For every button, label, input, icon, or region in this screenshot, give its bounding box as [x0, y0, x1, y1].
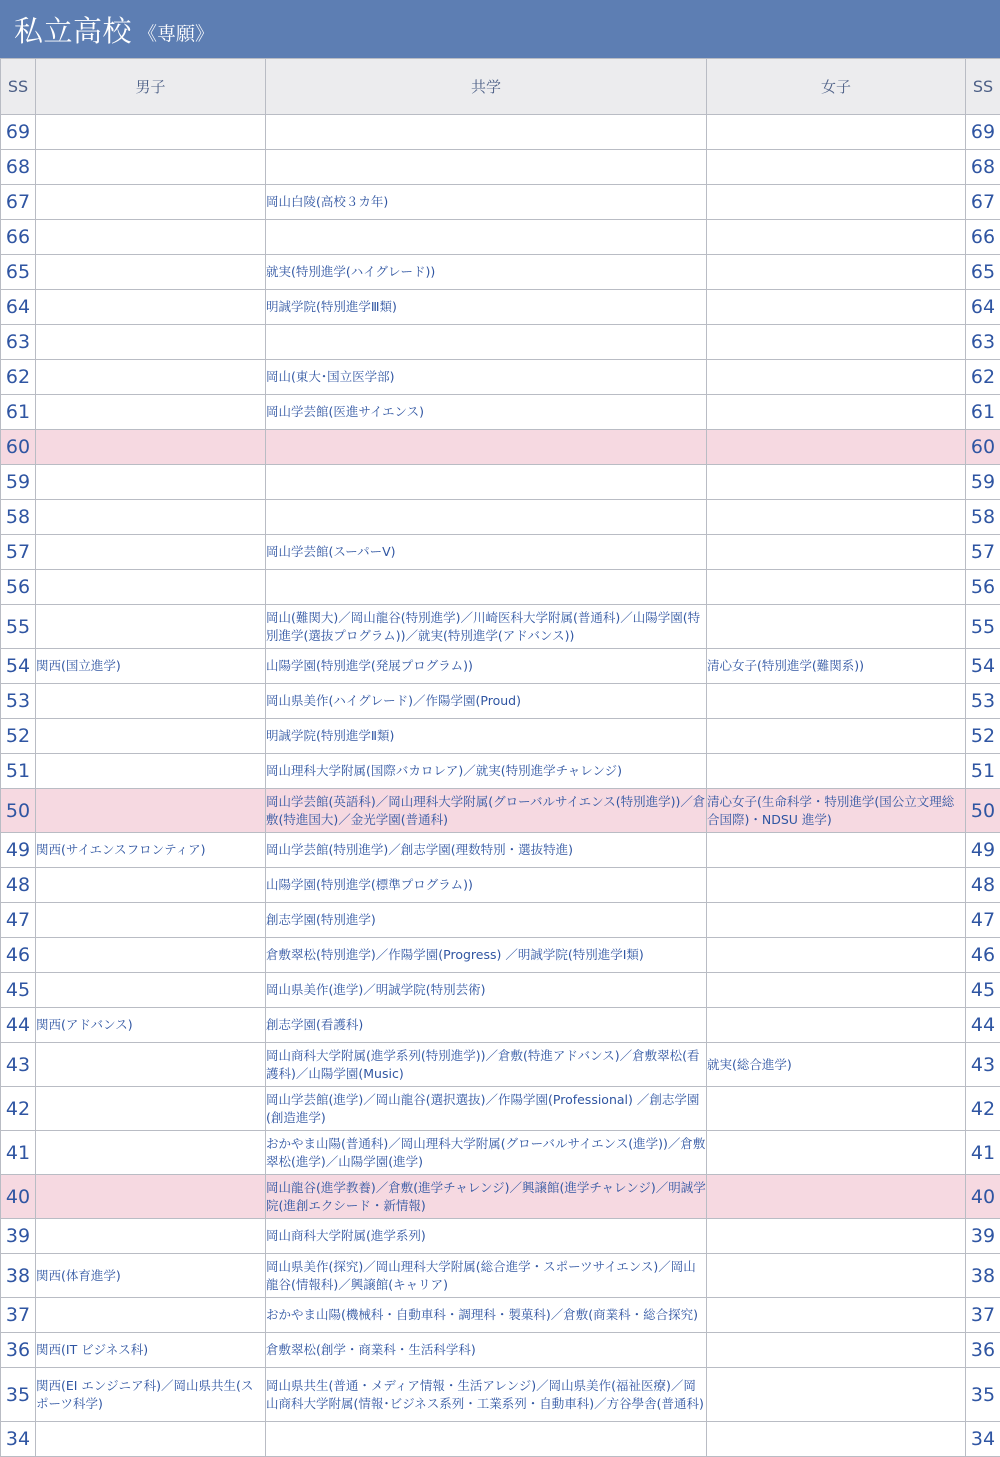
- coed-cell: 明誠学院(特別進学Ⅱ類): [266, 719, 707, 754]
- ss-right-cell: 55: [966, 605, 1000, 649]
- coed-cell: 岡山学芸館(進学)／岡山龍谷(選択選抜)／作陽学園(Professional) ／創志学園(創造進学): [266, 1087, 707, 1131]
- ss-left-cell: 37: [1, 1298, 36, 1333]
- ss-left-cell: 66: [1, 220, 36, 255]
- coed-cell: 岡山県美作(探究)／岡山理科大学附属(総合進学・スポーツサイエンス)／岡山龍谷(情報科)／興譲館(キャリア): [266, 1254, 707, 1298]
- boys-cell: [36, 360, 266, 395]
- ss-left-cell: 50: [1, 789, 36, 833]
- ss-left-cell: 35: [1, 1368, 36, 1422]
- ss-left-cell: 51: [1, 754, 36, 789]
- coed-cell: 岡山商科大学附属(進学系列(特別進学))／倉敷(特進アドバンス)／倉敷翠松(看護科)／山陽学園(Music): [266, 1043, 707, 1087]
- girls-cell: [707, 1422, 966, 1457]
- girls-cell: [707, 903, 966, 938]
- coed-cell: おかやま山陽(普通科)／岡山理科大学附属(グローバルサイエンス(進学))／倉敷翠松(進学)／山陽学園(進学): [266, 1131, 707, 1175]
- table-row: [1, 719, 1000, 754]
- boys-cell: [36, 1298, 266, 1333]
- table-row: [1, 1008, 1000, 1043]
- table-row: [1, 570, 1000, 605]
- coed-cell: 岡山商科大学附属(進学系列): [266, 1219, 707, 1254]
- boys-cell: 関西(国立進学): [36, 649, 266, 684]
- girls-cell: [707, 395, 966, 430]
- coed-cell: [266, 150, 707, 185]
- ss-right-cell: 35: [966, 1368, 1000, 1422]
- ss-right-cell: 60: [966, 430, 1000, 465]
- boys-cell: [36, 465, 266, 500]
- ss-right-cell: 44: [966, 1008, 1000, 1043]
- coed-cell: 岡山県共生(普通・メディア情報・生活アレンジ)／岡山県美作(福祉医療)／岡山商科大学附属(情報･ビジネス系列・工業系列・自動車科)／方谷學舎(普通科): [266, 1368, 707, 1422]
- ss-right-cell: 57: [966, 535, 1000, 570]
- boys-cell: [36, 220, 266, 255]
- ss-left-cell: 36: [1, 1333, 36, 1368]
- ss-right-cell: 48: [966, 868, 1000, 903]
- table-row: [1, 868, 1000, 903]
- boys-cell: [36, 1219, 266, 1254]
- girls-cell: [707, 754, 966, 789]
- table-row: [1, 220, 1000, 255]
- girls-cell: [707, 1254, 966, 1298]
- ss-right-cell: 37: [966, 1298, 1000, 1333]
- girls-cell: [707, 1087, 966, 1131]
- table-row: [1, 789, 1000, 833]
- table-row: [1, 1254, 1000, 1298]
- ss-left-cell: 41: [1, 1131, 36, 1175]
- girls-cell: [707, 1219, 966, 1254]
- coed-cell: [266, 115, 707, 150]
- ss-left-cell: 64: [1, 290, 36, 325]
- column-header-coed: 共学: [266, 59, 707, 115]
- coed-cell: 岡山龍谷(進学教養)／倉敷(進学チャレンジ)／興譲館(進学チャレンジ)／明誠学院(進創エクシード・新情報): [266, 1175, 707, 1219]
- ss-right-cell: 50: [966, 789, 1000, 833]
- table-row: [1, 1219, 1000, 1254]
- header-row: [1, 59, 1000, 115]
- ss-left-cell: 63: [1, 325, 36, 360]
- table-row: [1, 649, 1000, 684]
- table-row: [1, 115, 1000, 150]
- coed-cell: 倉敷翠松(創学・商業科・生活科学科): [266, 1333, 707, 1368]
- ss-left-cell: 57: [1, 535, 36, 570]
- coed-cell: おかやま山陽(機械科・自動車科・調理科・製菓科)／倉敷(商業科・総合探究): [266, 1298, 707, 1333]
- table-row: [1, 185, 1000, 220]
- boys-cell: [36, 255, 266, 290]
- table-row: [1, 754, 1000, 789]
- ss-right-cell: 65: [966, 255, 1000, 290]
- ss-right-cell: 56: [966, 570, 1000, 605]
- coed-cell: 岡山白陵(高校３カ年): [266, 185, 707, 220]
- ss-right-cell: 47: [966, 903, 1000, 938]
- ss-right-cell: 51: [966, 754, 1000, 789]
- girls-cell: [707, 570, 966, 605]
- coed-cell: [266, 430, 707, 465]
- table-row: [1, 605, 1000, 649]
- page-subtitle: 《専願》: [138, 22, 215, 45]
- coed-cell: 就実(特別進学(ハイグレード)): [266, 255, 707, 290]
- girls-cell: [707, 973, 966, 1008]
- girls-cell: [707, 833, 966, 868]
- boys-cell: [36, 605, 266, 649]
- ss-right-cell: 36: [966, 1333, 1000, 1368]
- ss-left-cell: 62: [1, 360, 36, 395]
- ss-left-cell: 60: [1, 430, 36, 465]
- girls-cell: [707, 1298, 966, 1333]
- ss-left-cell: 55: [1, 605, 36, 649]
- table-row: [1, 1298, 1000, 1333]
- boys-cell: [36, 395, 266, 430]
- ss-left-cell: 43: [1, 1043, 36, 1087]
- coed-cell: [266, 220, 707, 255]
- girls-cell: [707, 719, 966, 754]
- girls-cell: [707, 255, 966, 290]
- coed-cell: 岡山(難関大)／岡山龍谷(特別進学)／川崎医科大学附属(普通科)／山陽学園(特別進学(選抜プログラム))／就実(特別進学(アドバンス)): [266, 605, 707, 649]
- girls-cell: [707, 868, 966, 903]
- boys-cell: [36, 1087, 266, 1131]
- ss-right-cell: 41: [966, 1131, 1000, 1175]
- column-header-ss-right: SS: [966, 59, 1000, 115]
- girls-cell: [707, 1333, 966, 1368]
- boys-cell: [36, 903, 266, 938]
- ss-right-cell: 43: [966, 1043, 1000, 1087]
- coed-cell: 岡山学芸館(英語科)／岡山理科大学附属(グローバルサイエンス(特別進学))／倉敷(特進国大)／金光学園(普通科): [266, 789, 707, 833]
- ss-right-cell: 39: [966, 1219, 1000, 1254]
- column-header-girls: 女子: [707, 59, 966, 115]
- ss-left-cell: 67: [1, 185, 36, 220]
- ss-left-cell: 53: [1, 684, 36, 719]
- coed-cell: 岡山(東大･国立医学部): [266, 360, 707, 395]
- boys-cell: [36, 570, 266, 605]
- girls-cell: [707, 1008, 966, 1043]
- boys-cell: 関西(サイエンスフロンティア): [36, 833, 266, 868]
- table-row: [1, 684, 1000, 719]
- ss-right-cell: 62: [966, 360, 1000, 395]
- ss-left-cell: 59: [1, 465, 36, 500]
- boys-cell: [36, 500, 266, 535]
- coed-cell: 山陽学園(特別進学(標準プログラム)): [266, 868, 707, 903]
- girls-cell: [707, 1368, 966, 1422]
- coed-cell: 岡山県美作(ハイグレード)／作陽学園(Proud): [266, 684, 707, 719]
- ss-right-cell: 58: [966, 500, 1000, 535]
- coed-cell: [266, 570, 707, 605]
- table-row: [1, 500, 1000, 535]
- boys-cell: [36, 754, 266, 789]
- table-row: [1, 360, 1000, 395]
- table-row: [1, 430, 1000, 465]
- girls-cell: [707, 605, 966, 649]
- ss-right-cell: 64: [966, 290, 1000, 325]
- girls-cell: [707, 430, 966, 465]
- ss-left-cell: 65: [1, 255, 36, 290]
- girls-cell: [707, 500, 966, 535]
- girls-cell: [707, 360, 966, 395]
- ss-left-cell: 40: [1, 1175, 36, 1219]
- ss-left-cell: 54: [1, 649, 36, 684]
- ss-left-cell: 47: [1, 903, 36, 938]
- boys-cell: 関西(IT ビジネス科): [36, 1333, 266, 1368]
- ss-left-cell: 46: [1, 938, 36, 973]
- column-header-ss-left: SS: [1, 59, 36, 115]
- table-row: [1, 325, 1000, 360]
- ss-right-cell: 59: [966, 465, 1000, 500]
- ss-left-cell: 45: [1, 973, 36, 1008]
- girls-cell: [707, 150, 966, 185]
- ss-left-cell: 34: [1, 1422, 36, 1457]
- table-row: [1, 1175, 1000, 1219]
- boys-cell: 関西(EI エンジニア科)／岡山県共生(スポーツ科学): [36, 1368, 266, 1422]
- boys-cell: [36, 115, 266, 150]
- ss-right-cell: 42: [966, 1087, 1000, 1131]
- coed-cell: 岡山学芸館(特別進学)／創志学園(理数特別・選抜特進): [266, 833, 707, 868]
- ss-right-cell: 34: [966, 1422, 1000, 1457]
- boys-cell: [36, 1175, 266, 1219]
- table-row: [1, 973, 1000, 1008]
- table-body: [1, 115, 1000, 1457]
- boys-cell: [36, 290, 266, 325]
- column-header-boys: 男子: [36, 59, 266, 115]
- ss-right-cell: 54: [966, 649, 1000, 684]
- girls-cell: [707, 465, 966, 500]
- boys-cell: [36, 535, 266, 570]
- ss-left-cell: 52: [1, 719, 36, 754]
- girls-cell: [707, 1131, 966, 1175]
- boys-cell: [36, 1043, 266, 1087]
- ss-right-cell: 61: [966, 395, 1000, 430]
- ss-right-cell: 46: [966, 938, 1000, 973]
- table-row: [1, 1043, 1000, 1087]
- coed-cell: 岡山学芸館(スーパーⅤ): [266, 535, 707, 570]
- girls-cell: [707, 684, 966, 719]
- ss-right-cell: 45: [966, 973, 1000, 1008]
- ss-right-cell: 49: [966, 833, 1000, 868]
- coed-cell: [266, 500, 707, 535]
- girls-cell: [707, 290, 966, 325]
- ss-left-cell: 69: [1, 115, 36, 150]
- boys-cell: [36, 868, 266, 903]
- table-row: [1, 150, 1000, 185]
- table-row: [1, 833, 1000, 868]
- coed-cell: 倉敷翠松(特別進学)／作陽学園(Progress) ／明誠学院(特別進学Ⅰ類): [266, 938, 707, 973]
- girls-cell: [707, 220, 966, 255]
- ss-right-cell: 40: [966, 1175, 1000, 1219]
- boys-cell: [36, 1131, 266, 1175]
- table-row: [1, 255, 1000, 290]
- boys-cell: [36, 150, 266, 185]
- coed-cell: 創志学園(看護科): [266, 1008, 707, 1043]
- boys-cell: [36, 1422, 266, 1457]
- girls-cell: [707, 535, 966, 570]
- ss-right-cell: 69: [966, 115, 1000, 150]
- table-row: [1, 1422, 1000, 1457]
- table-row: [1, 938, 1000, 973]
- girls-cell: 清心女子(生命科学・特別進学(国公立文理総合国際)・NDSU 進学): [707, 789, 966, 833]
- girls-cell: [707, 938, 966, 973]
- boys-cell: [36, 938, 266, 973]
- ss-right-cell: 68: [966, 150, 1000, 185]
- coed-cell: 山陽学園(特別進学(発展プログラム)): [266, 649, 707, 684]
- boys-cell: 関西(体育進学): [36, 1254, 266, 1298]
- coed-cell: [266, 325, 707, 360]
- coed-cell: 岡山学芸館(医進サイエンス): [266, 395, 707, 430]
- ss-left-cell: 56: [1, 570, 36, 605]
- ss-left-cell: 49: [1, 833, 36, 868]
- ss-right-cell: 63: [966, 325, 1000, 360]
- ss-left-cell: 44: [1, 1008, 36, 1043]
- ss-left-cell: 61: [1, 395, 36, 430]
- girls-cell: 清心女子(特別進学(難関系)): [707, 649, 966, 684]
- boys-cell: [36, 684, 266, 719]
- coed-cell: [266, 465, 707, 500]
- girls-cell: 就実(総合進学): [707, 1043, 966, 1087]
- page-title: 私立高校: [14, 13, 133, 48]
- boys-cell: [36, 789, 266, 833]
- coed-cell: 明誠学院(特別進学Ⅲ類): [266, 290, 707, 325]
- ss-left-cell: 68: [1, 150, 36, 185]
- ss-right-cell: 38: [966, 1254, 1000, 1298]
- table-row: [1, 535, 1000, 570]
- coed-cell: 岡山理科大学附属(国際バカロレア)／就実(特別進学チャレンジ): [266, 754, 707, 789]
- girls-cell: [707, 1175, 966, 1219]
- table-row: [1, 1333, 1000, 1368]
- ss-left-cell: 58: [1, 500, 36, 535]
- table-row: [1, 395, 1000, 430]
- boys-cell: [36, 719, 266, 754]
- girls-cell: [707, 325, 966, 360]
- ss-left-cell: 42: [1, 1087, 36, 1131]
- coed-cell: 岡山県美作(進学)／明誠学院(特別芸術): [266, 973, 707, 1008]
- ss-right-cell: 52: [966, 719, 1000, 754]
- table-row: [1, 903, 1000, 938]
- coed-cell: 創志学園(特別進学): [266, 903, 707, 938]
- boys-cell: [36, 973, 266, 1008]
- girls-cell: [707, 185, 966, 220]
- table-row: [1, 1131, 1000, 1175]
- ss-right-cell: 66: [966, 220, 1000, 255]
- table-row: [1, 1368, 1000, 1422]
- table-row: [1, 1087, 1000, 1131]
- ss-right-cell: 67: [966, 185, 1000, 220]
- title-bar: [0, 0, 1000, 58]
- ss-left-cell: 48: [1, 868, 36, 903]
- girls-cell: [707, 115, 966, 150]
- ss-left-cell: 39: [1, 1219, 36, 1254]
- boys-cell: [36, 430, 266, 465]
- coed-cell: [266, 1422, 707, 1457]
- table-row: [1, 465, 1000, 500]
- boys-cell: [36, 185, 266, 220]
- boys-cell: [36, 325, 266, 360]
- ss-table: [0, 58, 1000, 1457]
- ss-left-cell: 38: [1, 1254, 36, 1298]
- ss-right-cell: 53: [966, 684, 1000, 719]
- table-row: [1, 290, 1000, 325]
- boys-cell: 関西(アドバンス): [36, 1008, 266, 1043]
